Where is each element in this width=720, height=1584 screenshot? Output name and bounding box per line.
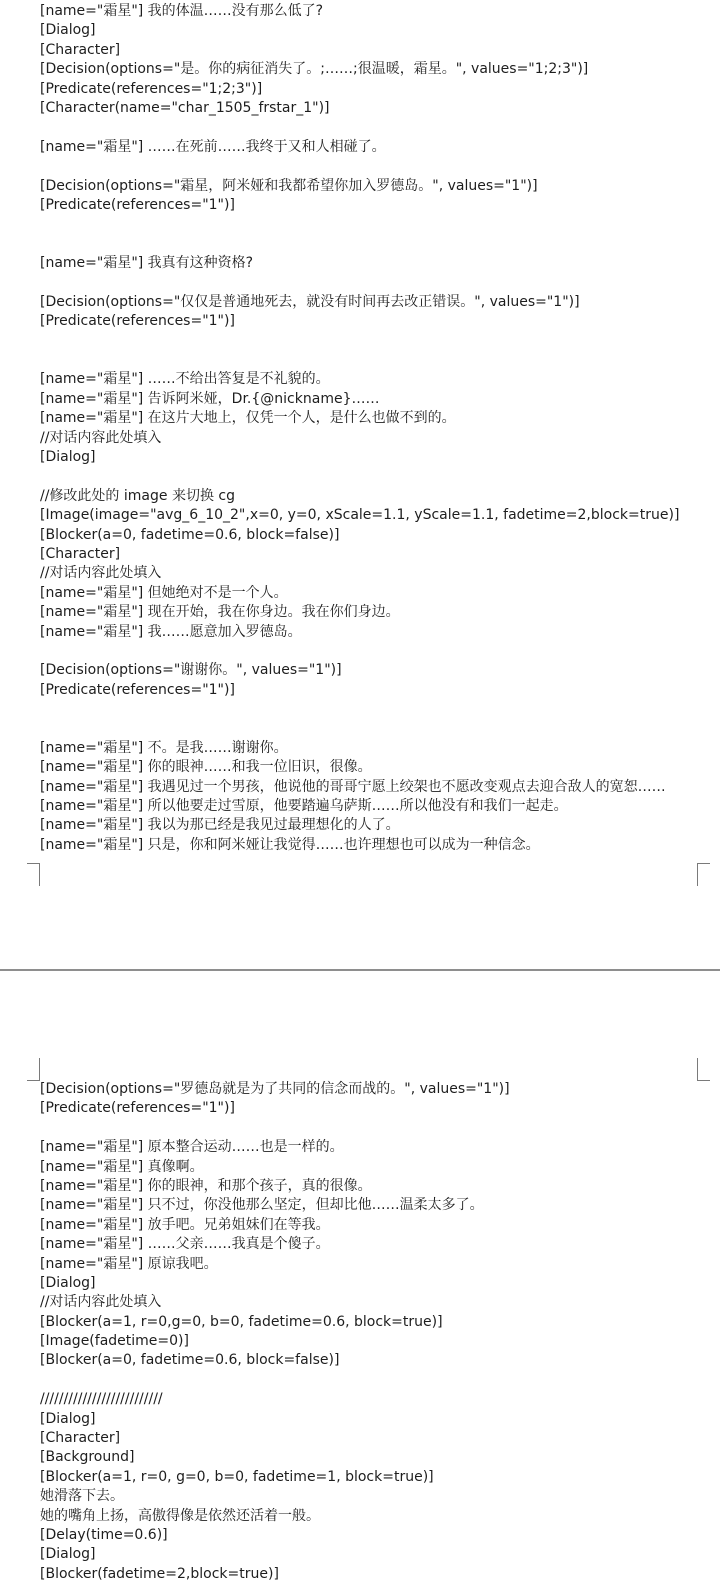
script-line: //对话内容此处填入	[40, 565, 162, 582]
script-line: [name="霜星"] 告诉阿米娅，Dr.{@nickname}……	[40, 390, 380, 407]
script-line: [Character]	[40, 1430, 121, 1447]
script-line	[40, 215, 710, 234]
script-line: [Dialog]	[40, 448, 96, 465]
script-line	[40, 642, 710, 661]
script-line: [Background]	[40, 1449, 135, 1466]
script-line: [Dialog]	[40, 1410, 96, 1427]
script-line: [Blocker(a=0, fadetime=0.6, block=false)]	[40, 526, 340, 543]
script-line	[40, 1371, 710, 1390]
script-line: [name="霜星"] 放手吧。兄弟姐妹们在等我。	[40, 1216, 330, 1233]
script-line: [Predicate(references="1")]	[40, 313, 235, 330]
script-line: [name="霜星"] 只是，你和阿米娅让我觉得……也许理想也可以成为一种信念。	[40, 836, 540, 853]
script-line: [Blocker(fadetime=2,block=true)]	[40, 1565, 279, 1582]
script-line: [Image(fadetime=0)]	[40, 1333, 189, 1350]
script-line: [Delay(time=0.6)]	[40, 1526, 168, 1543]
script-line: //对话内容此处填入	[40, 1294, 162, 1311]
script-line: [Character]	[40, 41, 121, 58]
script-line: [name="霜星"] 不。是我……谢谢你。	[40, 739, 288, 756]
margin-corner-mark	[27, 863, 40, 886]
script-line: [Blocker(a=0, fadetime=0.6, block=false)]	[40, 1352, 340, 1369]
script-line: [Decision(options="谢谢你。", values="1")]	[40, 662, 342, 679]
script-line: [Decision(options="罗德岛就是为了共同的信念而战的。", values="1")]	[40, 1081, 510, 1097]
script-line: [name="霜星"] 我真有这种资格?	[40, 255, 254, 272]
script-line	[40, 1119, 710, 1138]
script-line: [Decision(options="霜星，阿米娅和我都希望你加入罗德岛。", values="1")]	[40, 177, 538, 194]
script-line: [Image(image="avg_6_10_2",x=0, y=0, xScale=1.1, yScale=1.1, fadetime=2,block=true)]	[40, 507, 680, 524]
script-line: [name="霜星"] 我的体温……没有那么低了?	[40, 3, 324, 19]
script-line: //对话内容此处填入	[40, 429, 162, 446]
script-line: //修改此处的 image 来切换 cg	[40, 487, 235, 504]
script-line	[40, 332, 710, 351]
script-line: [name="霜星"] 我……愿意加入罗德岛。	[40, 623, 302, 640]
script-line	[40, 235, 710, 254]
script-line: [name="霜星"] 现在开始，我在你身边。我在你们身边。	[40, 604, 400, 621]
script-line: [name="霜星"] ……在死前……我终于又和人相碰了。	[40, 138, 386, 155]
script-line: [Predicate(references="1")]	[40, 1100, 235, 1117]
script-line: [Dialog]	[40, 22, 96, 39]
script-line: [Decision(options="仅仅是普通地死去，就没有时间再去改正错误。", values="1")]	[40, 293, 580, 310]
page-2-text-body	[40, 1080, 710, 1584]
script-line: [Character(name="char_1505_frstar_1")]	[40, 99, 330, 116]
script-line: [name="霜星"] 原本整合运动……也是一样的。	[40, 1139, 344, 1156]
script-line: [Decision(options="是。你的病征消失了。;……;很温暖，霜星。", values="1;2;3")]	[40, 61, 589, 78]
script-line: [Blocker(a=1, r=0,g=0, b=0, fadetime=0.6, block=true)]	[40, 1313, 443, 1330]
script-line	[40, 157, 710, 176]
script-line	[40, 351, 710, 370]
script-line: [Predicate(references="1")]	[40, 196, 235, 213]
script-line: [name="霜星"] 真像啊。	[40, 1158, 204, 1175]
script-line: [name="霜星"] 但她绝对不是一个人。	[40, 584, 288, 601]
script-line: [name="霜星"] 在这片大地上，仅凭一个人，是什么也做不到的。	[40, 410, 456, 427]
script-line: 她滑落下去。	[40, 1488, 124, 1505]
script-line	[40, 273, 710, 292]
script-line: [name="霜星"] 只不过，你没他那么坚定，但却比他……温柔太多了。	[40, 1197, 484, 1214]
margin-corner-mark	[27, 1058, 40, 1081]
script-line: [Predicate(references="1")]	[40, 681, 235, 698]
script-line: [Predicate(references="1;2;3")]	[40, 80, 263, 97]
script-line: [name="霜星"] 你的眼神……和我一位旧识，很像。	[40, 759, 372, 776]
script-line	[40, 118, 710, 137]
script-line: 她的嘴角上扬，高傲得像是依然还活着一般。	[40, 1507, 320, 1524]
script-line: [Dialog]	[40, 1546, 96, 1563]
margin-corner-mark	[697, 1058, 710, 1081]
script-line	[40, 700, 710, 719]
document-page-2	[0, 972, 720, 1582]
script-line	[40, 467, 710, 486]
margin-corner-mark	[697, 863, 710, 886]
script-line: [name="霜星"] ……不给出答复是不礼貌的。	[40, 371, 330, 388]
page-break-separator	[0, 969, 720, 971]
script-line: [Character]	[40, 545, 121, 562]
script-line: [Dialog]	[40, 1274, 96, 1291]
script-line: [name="霜星"] 原谅我吧。	[40, 1255, 218, 1272]
script-line: [name="霜星"] 我以为那已经是我见过最理想化的人了。	[40, 817, 400, 834]
script-line	[40, 719, 710, 738]
script-line: [name="霜星"] ……父亲……我真是个傻子。	[40, 1236, 330, 1253]
page-1-text-body	[40, 2, 710, 855]
script-line: [name="霜星"] 所以他要走过雪原，他要踏遍乌萨斯……所以他没有和我们一起走。	[40, 798, 568, 815]
script-line: [Blocker(a=1, r=0, g=0, b=0, fadetime=1, block=true)]	[40, 1468, 434, 1485]
script-line: [name="霜星"] 我遇见过一个男孩，他说他的哥哥宁愿上绞架也不愿改变观点去迎合敌人的宽恕……	[40, 778, 666, 795]
script-line: [name="霜星"] 你的眼神，和那个孩子，真的很像。	[40, 1177, 372, 1194]
script-line: //////////////////////////	[40, 1391, 163, 1408]
